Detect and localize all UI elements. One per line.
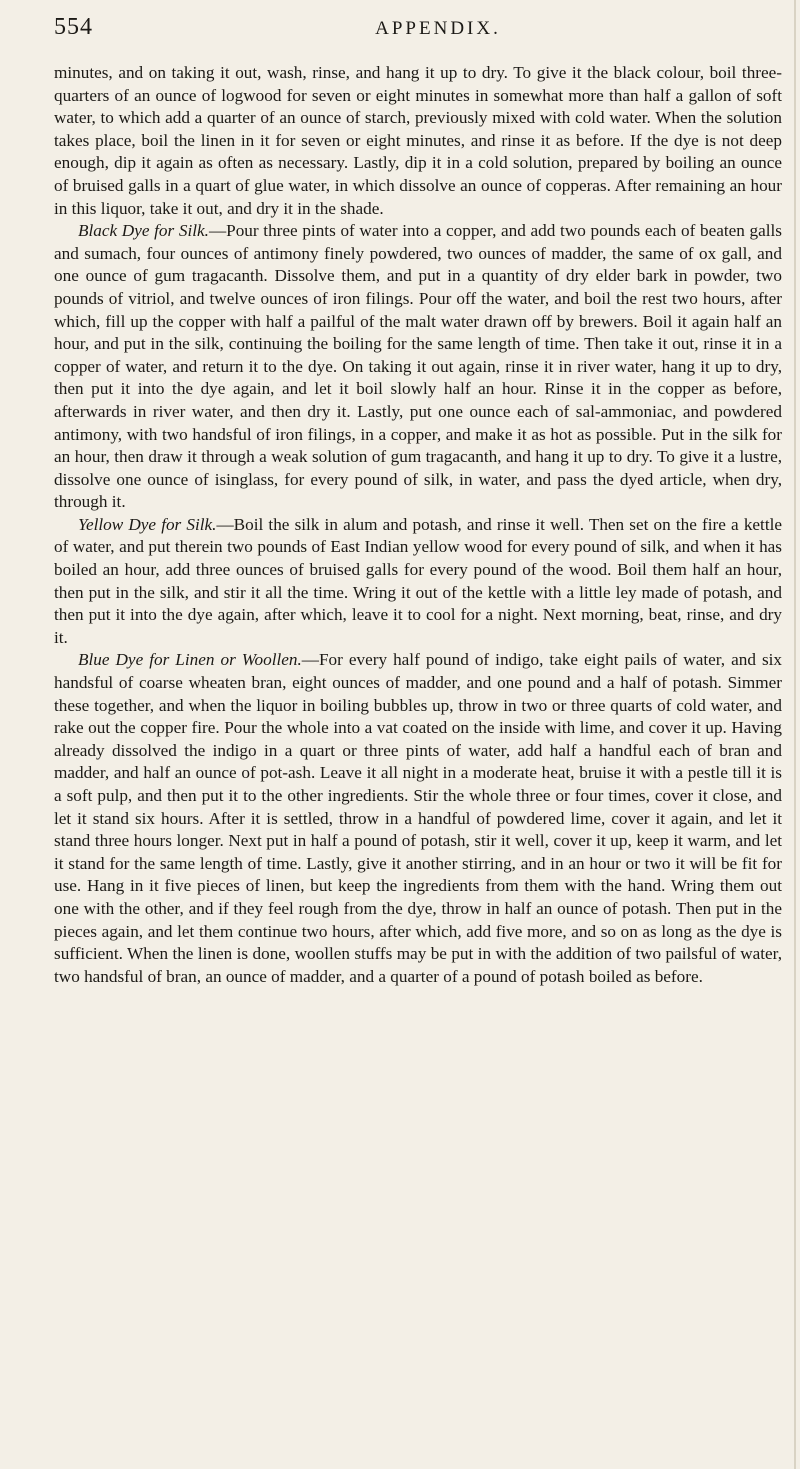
body-text (54, 62, 782, 988)
section-heading: Blue Dye for Linen or Woollen. (78, 650, 302, 670)
paragraph-continuation (54, 62, 782, 220)
running-head: APPENDIX. (375, 18, 501, 39)
paragraph-yellow-dye-silk (54, 514, 782, 650)
paragraph-blue-dye-linen-woollen (54, 649, 782, 988)
page-edge (794, 0, 796, 1469)
section-heading: Yellow Dye for Silk. (78, 514, 217, 534)
paragraph-text: —Pour three pints of water into a copper, and add two pounds each of beaten galls and sumach, four ounces of antimony finely powdered, two ounces of madder, the same of ox gall, and one ounce of gum tragacanth. Dissolve them, and put in a quantity of dry elder bark in powder, two pounds of vitriol, and twelve ounces of iron filings. Pour off the water, and boil the rest two hours, after which, fill up the copper with half a pailful of the malt water drawn off by brewers. Boil it again half an hour, and put in the silk, continuing the boiling for the same length of time. Then take it out, rinse it in a copper of water, and return it to the dye. On taking it out again, rinse it in river water, hang it up to dry, then put it into the dye again, and let it boil slowly half an hour. Rinse it in the copper as before, afterwards in river water, and then dry it. Lastly, put one ounce each of sal-ammoniac, and powdered antimony, with two handsful of iron filings, in a copper, and make it as hot as possible. Put in the silk for an hour, then draw it through a weak solution of gum tragacanth, and hang it up to dry. To give it a lustre, dissolve one ounce of isinglass, for every pound of silk, in water, and pass the dyed article, when dry, through it. (54, 221, 782, 512)
paragraph-text: —Boil the silk in alum and potash, and rinse it well. Then set on the fire a kettle of water, and put therein two pounds of East Indian yellow wood for every pound of silk, and when it has boiled an hour, add three ounces of bruised galls for every pound of the wood. Boil them half an hour, then put in the silk, and stir it all the time. Wring it out of the kettle with a little ley made of potash, and then put it into the dye again, after which, leave it to cool for a night. Next morning, beat, rinse, and dry it. (54, 514, 782, 647)
page-number: 554 (54, 14, 93, 40)
paragraph-black-dye-silk (54, 220, 782, 514)
paragraph-text: —For every half pound of indigo, take eight pails of water, and six handsful of coarse wheaten bran, eight ounces of madder, and one pound and a half of potash. Simmer these together, and when the liquor in boiling bubbles up, throw in two or three quarts of cold water, and rake out the copper fire. Pour the whole into a vat coated on the inside with lime, and cover it up. Having already dissolved the indigo in a quart or three pints of water, add half a handful each of bran and madder, and half an ounce of pot-ash. Leave it all night in a moderate heat, bruise it with a pestle till it is a soft pulp, and then put it to the other ingredients. Stir the whole three or four times, cover it close, and let it stand six hours. After it is settled, throw in a handful of powdered lime, cover it again, and let it stand three hours longer. Next put in half a pound of potash, stir it well, cover it up, keep it warm, and let it stand for the same length of time. Lastly, give it another stirring, and in an hour or two it will be fit for use. Hang in it five pieces of linen, but keep the ingredients from them with the hand. Wring them out one with the other, and if they feel rough from the dye, throw in half an ounce of potash. Then put in the pieces again, and let them continue two hours, after which, add five more, and so on as long as the dye is sufficient. When the linen is done, woollen stuffs may be put in with the addition of two pailsful of water, two handsful of bran, an ounce of madder, and a quarter of a pound of potash boiled as before. (54, 650, 783, 986)
section-heading: Black Dye for Silk. (78, 221, 209, 241)
paragraph-text: minutes, and on taking it out, wash, rinse, and hang it up to dry. To give it the black colour, boil three-quarters of an ounce of logwood for seven or eight minutes in somewhat more than half a gallon of soft water, to which add a quarter of an ounce of starch, previously mixed with cold water. When the solution takes place, boil the linen in it for seven or eight minutes, and rinse it as before. If the dye is not deep enough, dip it again as often as necessary. Lastly, dip it in a cold solution, prepared by boiling an ounce of bruised galls in a quart of glue water, in which dissolve an ounce of copperas. After remaining an hour in this liquor, take it out, and dry it in the shade. (54, 63, 782, 218)
page-header (54, 14, 782, 50)
